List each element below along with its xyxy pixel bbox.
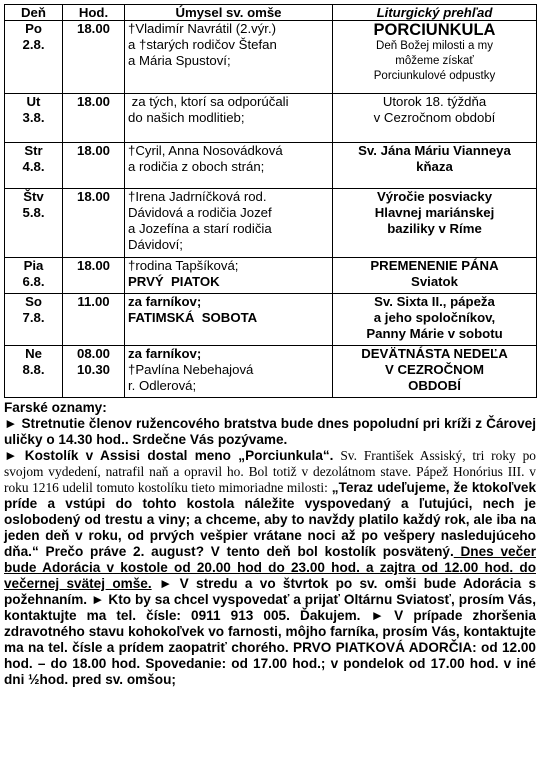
day-date: 8.8.: [22, 362, 45, 377]
first-friday-label: PRVÝ PIATOK: [128, 274, 220, 289]
hour-cell: [63, 21, 125, 94]
day-cell: [5, 294, 63, 346]
announcement-porciunkula: [4, 448, 536, 688]
intention-cell: [125, 94, 333, 143]
table-row: [5, 346, 537, 398]
liturgy-cell: [333, 21, 537, 94]
intention-cell: [125, 143, 333, 189]
hour-cell: [63, 94, 125, 143]
table-row: [5, 21, 537, 94]
liturgy-line: Porciunkulové odpustky: [373, 70, 496, 82]
day-cell: [5, 258, 63, 294]
liturgy-cell: [333, 143, 537, 189]
table-row: [5, 94, 537, 143]
header-day: Deň: [5, 5, 63, 21]
liturgy-cell: [333, 189, 537, 258]
liturgy-cell: [333, 258, 537, 294]
day-cell: [5, 21, 63, 94]
porciunkula-history: Sv. František Assiský, tri roky po svojom vydedení, natrafil naň a opravil ho. Bol totiž v dezolátnom stave. Pápež Honórius III. v roku 1216 udelil tomuto kostolíku tieto mimoriadne milosti:: [4, 448, 536, 495]
further-notices: ► V stredu a vo štvrtok po sv. omši bude Adorácia s požehnaním. ► Kto by sa chcel vyspovedať a prijať Oltárnu Sviatosť, prosím Vás, kontaktujte ma tel. čísle: 0911 913 005. Ďakujem. ► V prípade zhoršenia zdravotného stavu kohokoľvek vo farnosti, môjho farníka, prosím Vás, kontaktujte ma na tel. čísle a prídem zaopatriť chorého. PRVO PIATKOVÁ ADORČIA: od 12.00 hod. – do 18.00 hod. Spovedanie: od 17.00 hod.; v pondelok od 17.00 hod. v iné dni ½hod. pred sv. omšou;: [4, 576, 537, 687]
bulletin-page: [4, 4, 536, 688]
announcements-heading: Farské oznamy:: [4, 400, 107, 415]
table-row: [5, 294, 537, 346]
intention-line: †Vladimír Navrátil (2.výr.): [128, 21, 277, 36]
intention-cell: [125, 346, 333, 398]
why-august-2: Prečo práve 2. august? V tento deň bol kostolík posvätený.: [38, 544, 454, 559]
intention-line: Dávidoví;: [128, 237, 183, 252]
table-row: [5, 258, 537, 294]
liturgy-line: PREMENENIE PÁNA: [370, 258, 499, 273]
liturgy-line: môžeme získať: [395, 55, 474, 67]
intention-line: a rodičia z oboch strán;: [128, 159, 265, 174]
liturgy-line: Panny Márie v sobotu: [366, 326, 503, 341]
mass-time: 08.00: [76, 346, 110, 361]
feast-title: PORCIUNKULA: [373, 21, 496, 39]
liturgy-line: Deň Božej milosti a my: [376, 40, 493, 52]
intention-line: †Pavlína Nebehajová: [128, 362, 254, 377]
intention-line: za tých, ktorí sa odporúčali: [128, 94, 289, 109]
intention-line: Dávidová a rodičia Jozef: [128, 205, 272, 220]
liturgy-line: V CEZROČNOM: [385, 362, 484, 377]
intention-line: r. Odlerová;: [128, 378, 197, 393]
liturgy-line: Hlavnej mariánskej: [374, 205, 495, 220]
mass-time: 18.00: [76, 143, 110, 158]
mass-time: 18.00: [76, 189, 110, 204]
intention-line: a Jozefína a starí rodičia: [128, 221, 272, 236]
intention-line: †Irena Jadrníčková rod.: [128, 189, 267, 204]
day-name: Ne: [25, 346, 42, 361]
hour-cell: [63, 346, 125, 398]
fatima-saturday-label: FATIMSKÁ SOBOTA: [128, 310, 258, 325]
day-name: Str: [24, 143, 43, 158]
intention-cell: [125, 21, 333, 94]
day-cell: [5, 346, 63, 398]
day-date: 3.8.: [22, 110, 45, 125]
liturgy-cell: [333, 94, 537, 143]
intention-line: †Cyril, Anna Nosovádková: [128, 143, 283, 158]
liturgy-line: DEVÄTNÁSTA NEDEĽA: [361, 346, 508, 361]
mass-time: 10.30: [76, 362, 110, 377]
liturgy-cell: [333, 294, 537, 346]
day-name: Po: [25, 21, 42, 36]
day-cell: [5, 94, 63, 143]
day-date: 7.8.: [22, 310, 45, 325]
intention-cell: [125, 189, 333, 258]
intention-cell: [125, 258, 333, 294]
header-intention: Úmysel sv. omše: [125, 5, 333, 21]
intention-line: a †starých rodičov Štefan: [128, 37, 277, 52]
hour-cell: [63, 189, 125, 258]
intention-line: †rodina Tapšíková;: [128, 258, 239, 273]
day-cell: [5, 143, 63, 189]
mass-time: 18.00: [76, 21, 110, 36]
adoration-notice: Dnes večer bude Adorácia v kostole od 20.00 hod do 23.00 hod. a zajtra od 12.00 hod. do večernej svätej omše.: [4, 544, 537, 591]
liturgy-line: baziliky v Ríme: [387, 221, 482, 236]
liturgy-line: Výročie posviacky: [376, 189, 493, 204]
mass-schedule-table: [4, 4, 537, 398]
day-date: 2.8.: [22, 37, 45, 52]
liturgy-line: kňaza: [416, 159, 453, 174]
day-name: Štv: [23, 189, 44, 204]
day-date: 4.8.: [22, 159, 45, 174]
header-liturgy: Liturgický prehľad: [333, 5, 537, 21]
intention-line: a Mária Spustoví;: [128, 53, 231, 68]
intention-cell: [125, 294, 333, 346]
day-date: 5.8.: [22, 205, 45, 220]
liturgy-line: v Cezročnom období: [373, 110, 496, 125]
intention-line: do našich modlitieb;: [128, 110, 245, 125]
liturgy-line: a jeho spoločníkov,: [373, 310, 496, 325]
table-row: [5, 143, 537, 189]
day-date: 6.8.: [22, 274, 45, 289]
liturgy-line: Sv. Jána Máriu Vianneya: [358, 143, 511, 158]
mass-time: 11.00: [77, 294, 110, 309]
mass-time: 18.00: [76, 258, 110, 273]
indulgence-quote: „Teraz udeľujeme, že ktokoľvek príde a vstúpi do tohto kostola náležite vyspovedaný a ľutujúci, nech je oslobodený od trestu a viny; a chceme, aby to navždy platilo každý rok, ale iba na jeden deň v roku, od prvých vešpier vrátane noci až po vešpery nasledujúceho dňa.“: [4, 480, 536, 559]
liturgy-cell: [333, 346, 537, 398]
hour-cell: [63, 258, 125, 294]
porciunkula-lead: ► Kostolík v Assisi dostal meno „Porciunkula“.: [4, 448, 334, 463]
header-hour: Hod.: [63, 5, 125, 21]
table-row: [5, 189, 537, 258]
mass-time: 18.00: [76, 94, 110, 109]
liturgy-line: Sv. Sixta II., pápeža: [374, 294, 495, 309]
liturgy-line: Sviatok: [411, 274, 458, 289]
day-cell: [5, 189, 63, 258]
day-name: Pia: [23, 258, 44, 273]
parish-announcements: [4, 400, 536, 688]
liturgy-line: Utorok 18. týždňa: [382, 94, 487, 109]
announcement-rosary: ► Stretnutie členov ružencového bratstva bude dnes popoludní pri kríži z Čárovej uličky o 14.30 hod.. Srdečne Vás pozývame.: [4, 416, 536, 447]
day-name: So: [25, 294, 42, 309]
day-name: Ut: [26, 94, 41, 109]
hour-cell: [63, 143, 125, 189]
table-header-row: [5, 5, 537, 21]
intention-line: za farníkov;: [128, 294, 202, 309]
liturgy-line: OBDOBÍ: [408, 378, 461, 393]
intention-line: za farníkov;: [128, 346, 202, 361]
hour-cell: [63, 294, 125, 346]
